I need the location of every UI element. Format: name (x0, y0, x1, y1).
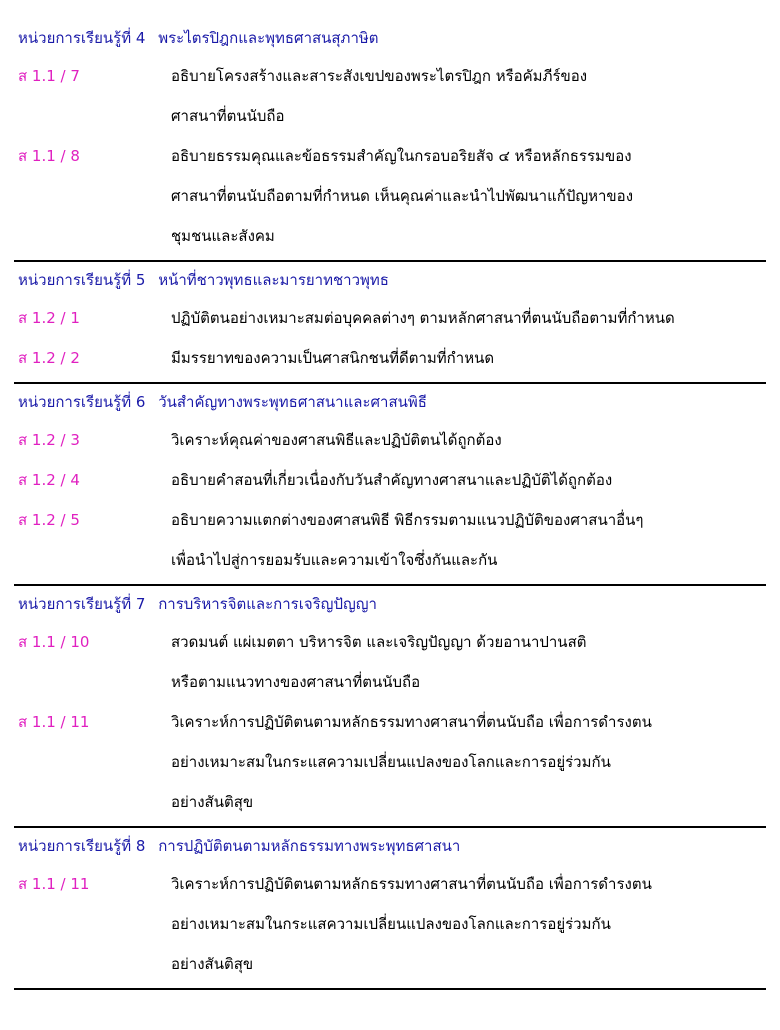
description-line: หรือตามแนวทางของศาสนาที่ตนนับถือ (171, 673, 421, 691)
unit-heading (14, 828, 766, 864)
unit-heading (14, 586, 766, 622)
description-line: สวดมนต์ แผ่เมตตา บริหารจิต และเจริญปัญญา ด้วยอานาปานสติ (171, 633, 587, 651)
learning-unit-8 (14, 828, 766, 990)
unit-title: วันสำคัญทางพระพุทธศาสนาและศาสนพิธี (158, 393, 427, 411)
standard-description (171, 864, 766, 984)
standard-row (14, 338, 766, 378)
description-line: อธิบายโครงสร้างและสาระสังเขปของพระไตรปิฎก หรือคัมภีร์ของ (171, 67, 588, 85)
unit-label: หน่วยการเรียนรู้ที่ 6 (18, 393, 146, 411)
standard-row (14, 56, 766, 136)
unit-label: หน่วยการเรียนรู้ที่ 4 (18, 29, 146, 47)
standard-row (14, 500, 766, 580)
learning-unit-5 (14, 262, 766, 384)
standard-row (14, 622, 766, 702)
description-line: ศาสนาที่ตนนับถือตามที่กำหนด เห็นคุณค่าและนำไปพัฒนาแก้ปัญหาของ (171, 187, 634, 205)
standard-row (14, 298, 766, 338)
unit-title: การบริหารจิตและการเจริญปัญญา (158, 595, 377, 613)
description-line: วิเคราะห์การปฏิบัติตนตามหลักธรรมทางศาสนาที่ตนนับถือ เพื่อการดำรงตน (171, 875, 652, 893)
unit-heading (14, 384, 766, 420)
description-line: เพื่อนำไปสู่การยอมรับและความเข้าใจซึ่งกันและกัน (171, 551, 498, 569)
unit-label: หน่วยการเรียนรู้ที่ 8 (18, 837, 146, 855)
standard-description (171, 136, 766, 256)
standard-row (14, 136, 766, 256)
unit-heading (14, 262, 766, 298)
top-margin (0, 0, 780, 20)
standard-row (14, 864, 766, 984)
standard-description (171, 460, 766, 500)
description-line: อธิบายธรรมคุณและข้อธรรมสำคัญในกรอบอริยสัจ ๔ หรือหลักธรรมของ (171, 147, 632, 165)
learning-unit-4 (14, 20, 766, 262)
description-line: อย่างสันติสุข (171, 793, 254, 811)
standard-description (171, 298, 766, 338)
description-line: มีมรรยาทของความเป็นศาสนิกชนที่ดีตามที่กำหนด (171, 349, 495, 367)
unit-label: หน่วยการเรียนรู้ที่ 5 (18, 271, 146, 289)
description-line: ชุมชนและสังคม (171, 227, 275, 245)
standard-description (171, 338, 766, 378)
description-line: อย่างสันติสุข (171, 955, 254, 973)
standard-code: ส 1.2 / 5 (18, 511, 80, 529)
learning-unit-7 (14, 586, 766, 828)
standard-code: ส 1.1 / 7 (18, 67, 80, 85)
standard-description (171, 56, 766, 136)
standard-code: ส 1.2 / 3 (18, 431, 80, 449)
standard-code: ส 1.2 / 2 (18, 349, 80, 367)
standard-code: ส 1.2 / 1 (18, 309, 80, 327)
description-line: ปฏิบัติตนอย่างเหมาะสมต่อบุคคลต่างๆ ตามหลักศาสนาที่ตนนับถือตามที่กำหนด (171, 309, 675, 327)
unit-label: หน่วยการเรียนรู้ที่ 7 (18, 595, 146, 613)
standard-code: ส 1.1 / 8 (18, 147, 80, 165)
standard-code: ส 1.1 / 11 (18, 875, 90, 893)
description-line: อธิบายคำสอนที่เกี่ยวเนื่องกับวันสำคัญทางศาสนาและปฏิบัติได้ถูกต้อง (171, 471, 613, 489)
standard-description (171, 500, 766, 580)
description-line: อธิบายความแตกต่างของศาสนพิธี พิธีกรรมตามแนวปฏิบัติของศาสนาอื่นๆ (171, 511, 644, 529)
learning-unit-6 (14, 384, 766, 586)
standard-code: ส 1.1 / 10 (18, 633, 90, 651)
unit-title: การปฏิบัติตนตามหลักธรรมทางพระพุทธศาสนา (158, 837, 461, 855)
unit-heading (14, 20, 766, 56)
description-line: อย่างเหมาะสมในกระแสความเปลี่ยนแปลงของโลกและการอยู่ร่วมกัน (171, 915, 611, 933)
standard-row (14, 460, 766, 500)
description-line: ศาสนาที่ตนนับถือ (171, 107, 285, 125)
standard-description (171, 622, 766, 702)
standard-row (14, 702, 766, 822)
standard-description (171, 702, 766, 822)
unit-title: หน้าที่ชาวพุทธและมารยาทชาวพุทธ (158, 271, 389, 289)
standard-code: ส 1.1 / 11 (18, 713, 90, 731)
description-line: อย่างเหมาะสมในกระแสความเปลี่ยนแปลงของโลกและการอยู่ร่วมกัน (171, 753, 611, 771)
standard-description (171, 420, 766, 460)
standard-row (14, 420, 766, 460)
description-line: วิเคราะห์คุณค่าของศาสนพิธีและปฏิบัติตนได้ถูกต้อง (171, 431, 502, 449)
description-line: วิเคราะห์การปฏิบัติตนตามหลักธรรมทางศาสนาที่ตนนับถือ เพื่อการดำรงตน (171, 713, 652, 731)
unit-title: พระไตรปิฎกและพุทธศาสนสุภาษิต (158, 29, 379, 47)
standard-code: ส 1.2 / 4 (18, 471, 80, 489)
